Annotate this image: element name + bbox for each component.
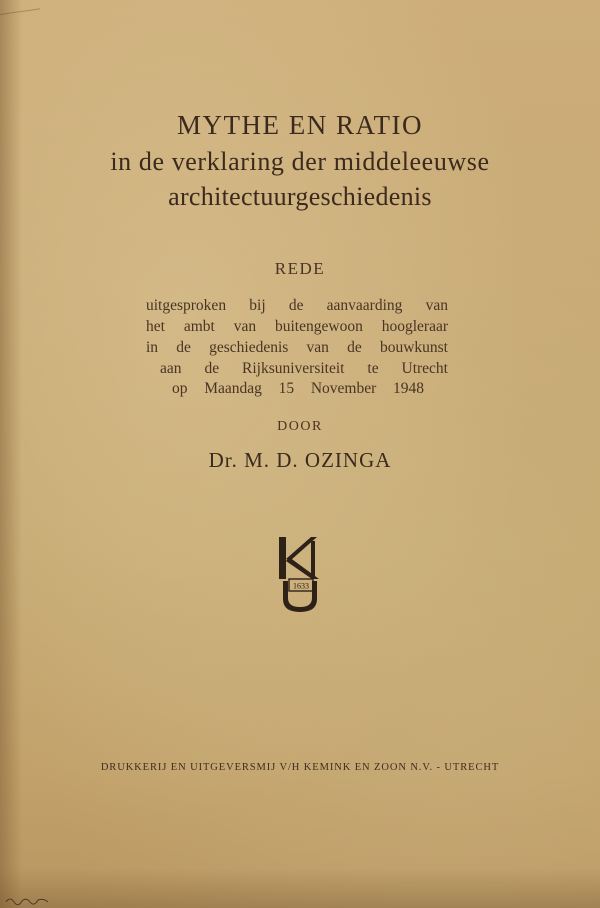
description-line-2: het ambt van buitengewoon hoogleraar: [146, 318, 448, 335]
printer-imprint: DRUKKERIJ EN UITGEVERSMIJ V/H KEMINK EN ZOON N.V. - UTRECHT: [100, 762, 500, 773]
logo-year-text: 1633: [293, 581, 309, 591]
subtitle-line-2: architectuurgeschiedenis: [168, 182, 432, 211]
subtitle-line-1: in de verklaring der middeleeuwse: [110, 147, 490, 176]
cover-bottom-edge-shadow: [0, 868, 600, 908]
description-line-3: in de geschiedenis van de bouwkunst: [146, 339, 448, 356]
rede-heading: REDE: [274, 259, 326, 278]
publisher-logo-icon: [275, 535, 325, 615]
handwritten-mark-icon: [4, 892, 64, 906]
author-name: Dr. M. D. OZINGA: [208, 448, 392, 472]
title: MYTHE EN RATIO: [177, 110, 423, 140]
description-line-5: op Maandag 15 November 1948: [172, 380, 424, 397]
door-label: DOOR: [277, 419, 323, 434]
description-line-1: uitgesproken bij de aanvaarding van: [146, 297, 448, 314]
description-line-4: aan de Rijksuniversiteit te Utrecht: [160, 360, 448, 377]
